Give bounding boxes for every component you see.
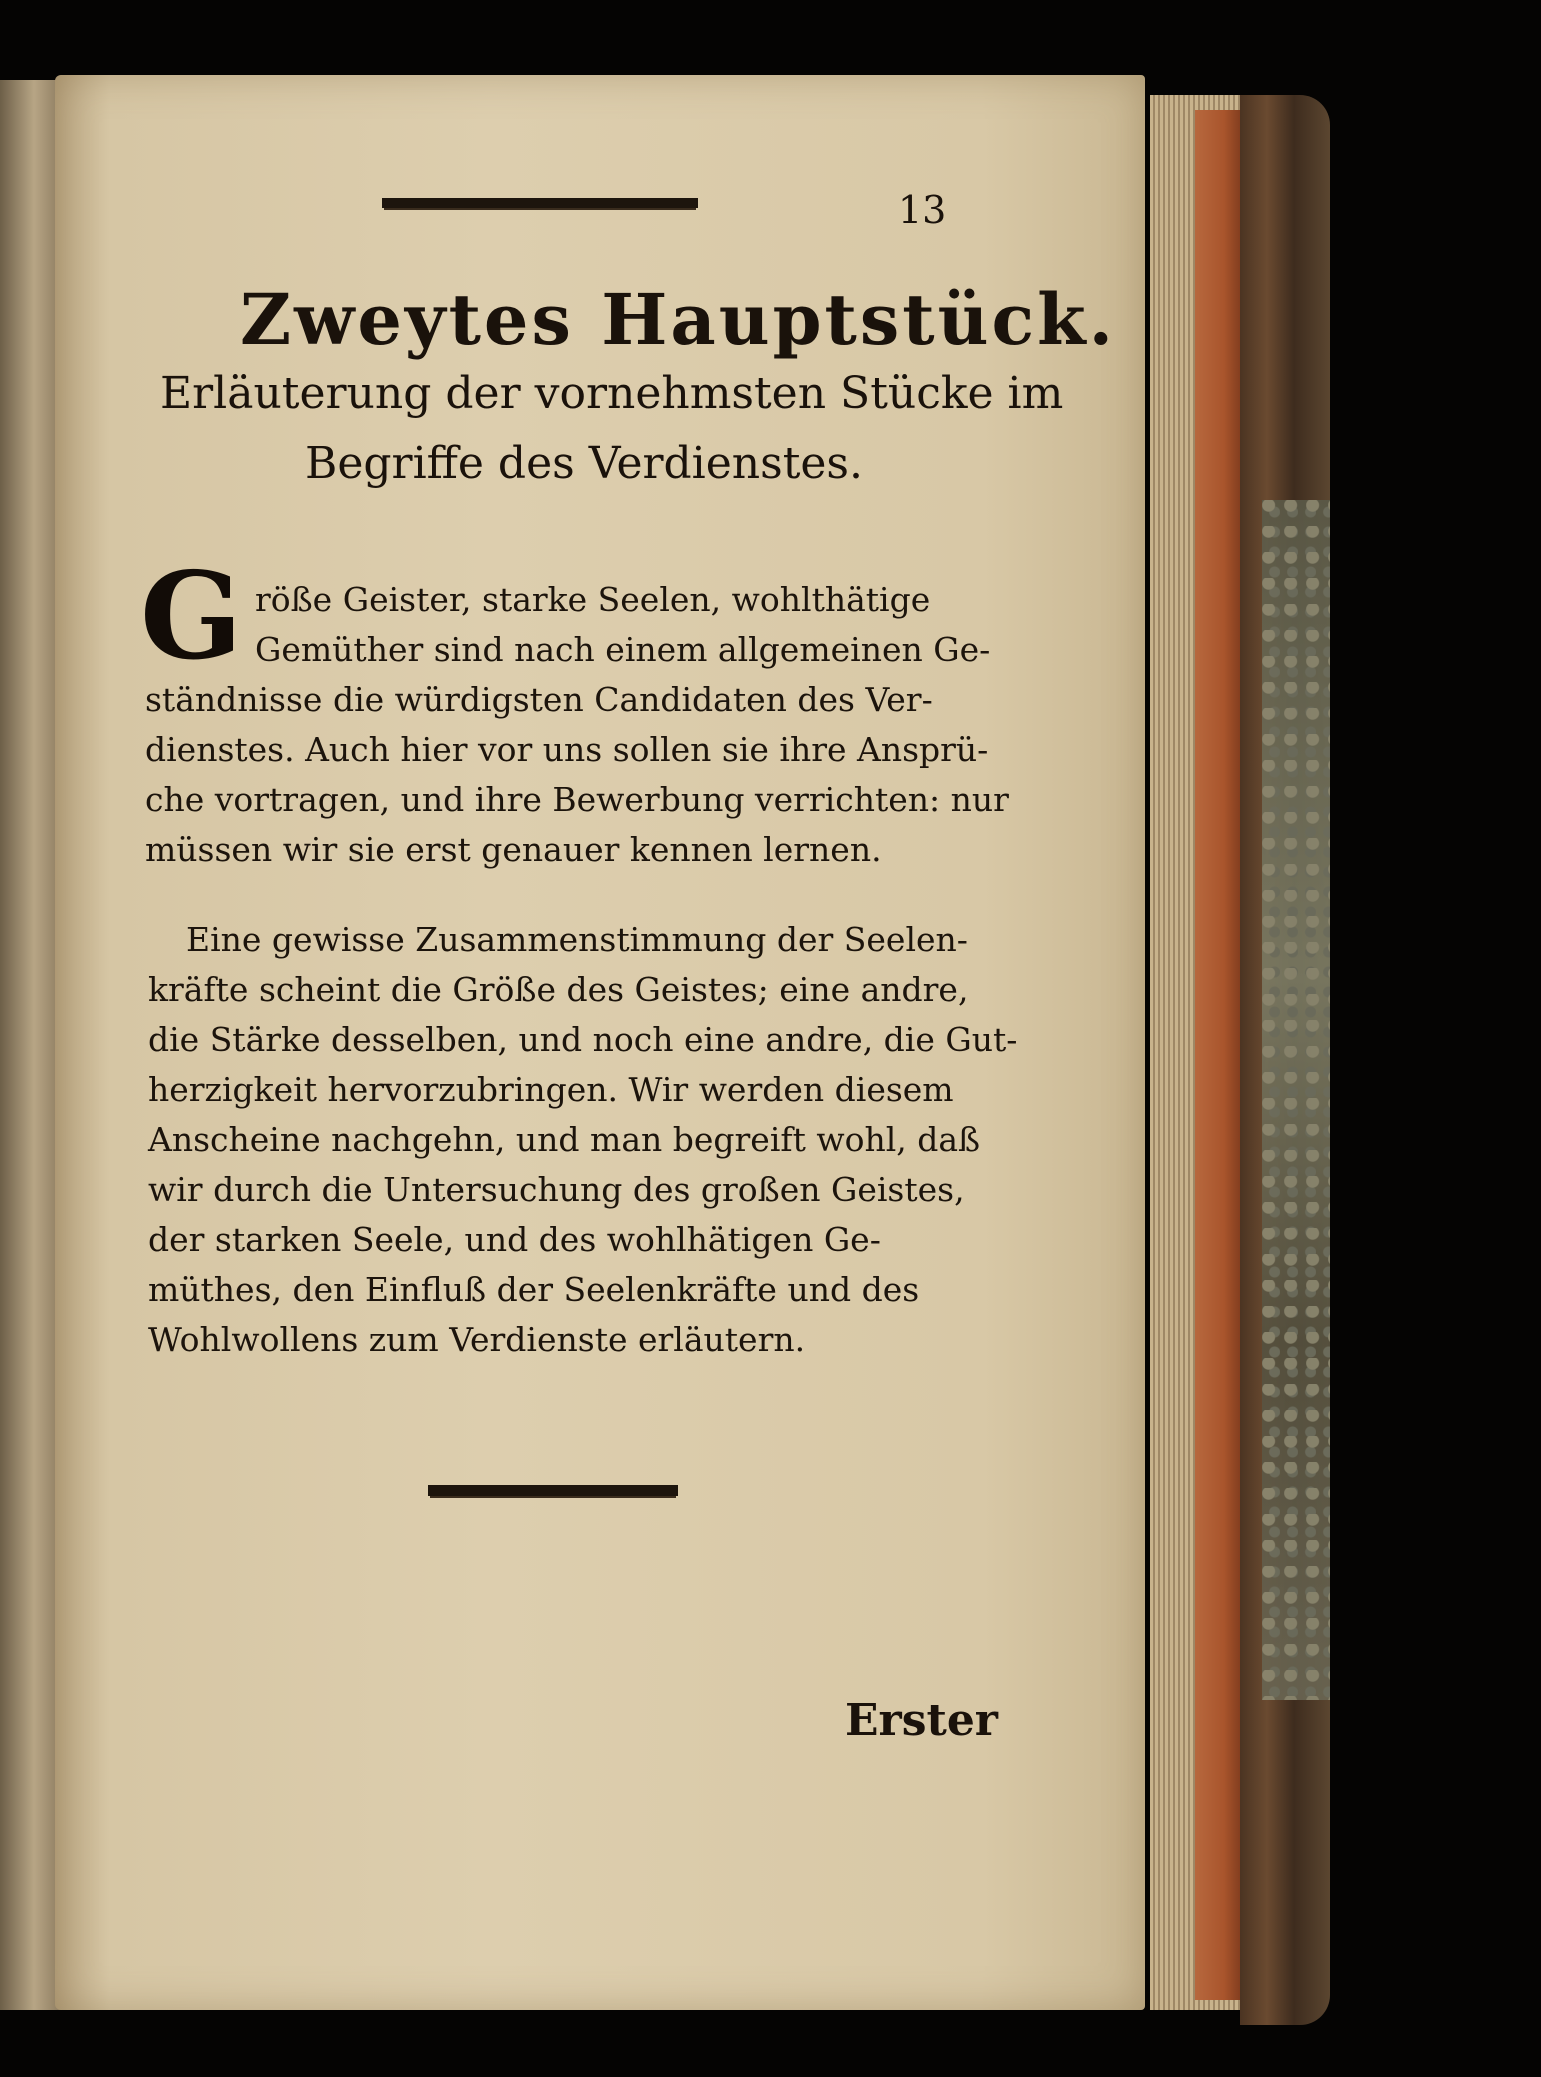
top-ornament-rule bbox=[382, 198, 698, 208]
text-line: ständnisse die würdigsten Candidaten des Ver- bbox=[145, 680, 933, 719]
text-line: Eine gewisse Zusammenstimmung der Seelen- bbox=[186, 920, 968, 959]
text-line: der starken Seele, und des wohlhätigen Ge- bbox=[148, 1220, 881, 1259]
chapter-heading: Zweytes Hauptstück. bbox=[240, 278, 1117, 361]
text-line: che vortragen, und ihre Bewerbung verrichten: nur bbox=[145, 780, 1009, 819]
page-number: 13 bbox=[898, 188, 947, 232]
text-line: Gemüther sind nach einem allgemeinen Ge- bbox=[255, 630, 991, 669]
text-line: müthes, den Einfluß der Seelenkräfte und des bbox=[148, 1270, 920, 1309]
text-line: röße Geister, starke Seelen, wohlthätige bbox=[255, 580, 931, 619]
text-line: müssen wir sie erst genauer kennen lernen. bbox=[145, 830, 882, 869]
text-line: herzigkeit hervorzubringen. Wir werden diesem bbox=[148, 1070, 954, 1109]
text-line: wir durch die Untersuchung des großen Geistes, bbox=[148, 1170, 965, 1209]
drop-cap: G bbox=[140, 546, 243, 687]
text-line: kräfte scheint die Größe des Geistes; eine andre, bbox=[148, 970, 969, 1009]
marbled-cover-paper bbox=[1262, 500, 1330, 1700]
left-page-edge bbox=[0, 80, 62, 2010]
paragraph-2 bbox=[148, 915, 1018, 1365]
paragraph-1 bbox=[145, 575, 1009, 875]
red-edge-gilding bbox=[1195, 110, 1243, 2000]
catchword: Erster bbox=[845, 1695, 998, 1746]
text-line: Wohlwollens zum Verdienste erläutern. bbox=[148, 1320, 806, 1359]
chapter-subtitle-line-2: Begriffe des Verdienstes. bbox=[305, 438, 863, 489]
text-line: die Stärke desselben, und noch eine andre, die Gut- bbox=[148, 1020, 1018, 1059]
bottom-ornament-rule bbox=[428, 1485, 678, 1496]
text-line: dienstes. Auch hier vor uns sollen sie ihre Ansprü- bbox=[145, 730, 989, 769]
text-line: Anscheine nachgehn, und man begreift wohl, daß bbox=[148, 1120, 981, 1159]
chapter-subtitle-line-1: Erläuterung der vornehmsten Stücke im bbox=[160, 368, 1064, 419]
